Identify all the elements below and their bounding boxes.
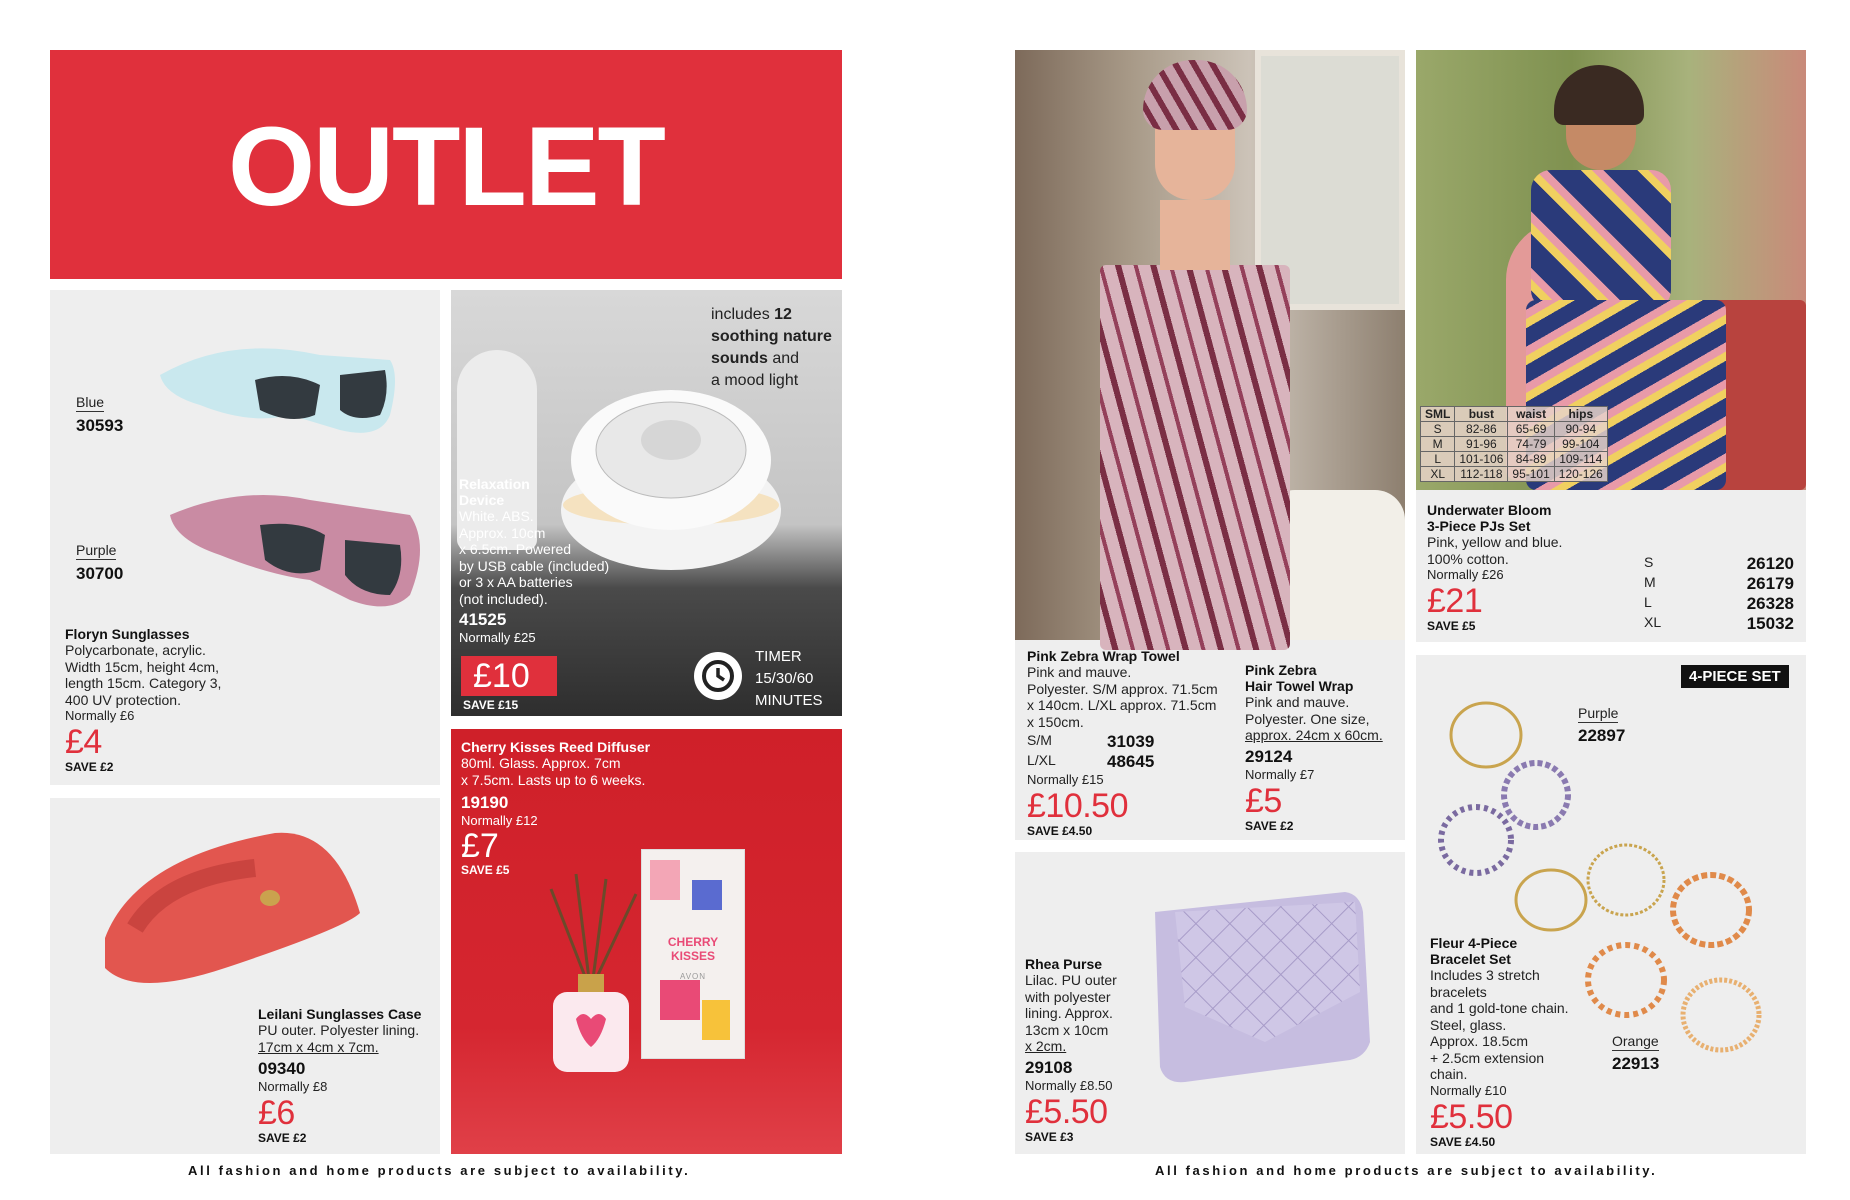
sale-price: £10.50	[1027, 787, 1128, 825]
purse-panel	[1015, 852, 1405, 1154]
saving-label: SAVE £5	[1427, 619, 1476, 633]
size-table-cell: 99-104	[1554, 437, 1607, 452]
desc-line: Lilac. PU outer	[1025, 972, 1117, 988]
desc-line: 400 UV protection.	[65, 691, 181, 708]
size-table-cell: 120-126	[1554, 467, 1607, 482]
size-label: L/XL	[1027, 752, 1056, 768]
desc-line: + 2.5cm extension	[1430, 1049, 1545, 1066]
size-table	[1420, 406, 1608, 482]
size-table-header: waist	[1508, 407, 1554, 422]
footer-disclaimer-left: All fashion and home products are subject to availability.	[188, 1163, 691, 1178]
sunglasses-case-panel	[50, 798, 440, 1154]
diffuser-panel	[451, 729, 842, 1154]
diffuser-box	[641, 849, 745, 1059]
product-name: Bracelet Set	[1430, 951, 1511, 967]
product-name: Rhea Purse	[1025, 956, 1103, 972]
desc-line: 80ml. Glass. Approx. 7cm	[461, 755, 621, 771]
desc-line: x 140cm. L/XL approx. 71.5cm	[1027, 697, 1217, 713]
size-table-cell: M	[1421, 437, 1455, 452]
desc-line: lining. Approx.	[1025, 1005, 1113, 1021]
desc-line: Pink and mauve.	[1245, 694, 1350, 710]
size-table-cell: 95-101	[1508, 467, 1554, 482]
wrap-towel	[1100, 265, 1290, 650]
desc-line: length 15cm. Category 3,	[65, 675, 222, 691]
swatch-purple-label: Purple	[1578, 705, 1619, 721]
sale-price: £5.50	[1430, 1097, 1513, 1136]
timer-line: MINUTES	[755, 692, 823, 709]
relaxation-panel	[451, 290, 842, 716]
product-name: Pink Zebra Wrap Towel	[1027, 648, 1180, 664]
sale-price: £5.50	[1025, 1092, 1108, 1131]
size-code: 26328	[1746, 594, 1794, 613]
size-table-cell: 84-89	[1508, 452, 1554, 467]
product-name: 3-Piece PJs Set	[1427, 518, 1531, 534]
size-table-header: hips	[1554, 407, 1607, 422]
size-label: S	[1644, 554, 1654, 570]
swatch-purple-code: 22897	[1578, 726, 1626, 745]
price-box	[461, 656, 557, 696]
size-label: XL	[1644, 614, 1662, 630]
sale-price: £10	[473, 657, 530, 695]
desc-line: x 150cm.	[1027, 713, 1084, 730]
callout-line: includes 12	[711, 306, 792, 323]
size-table-cell: S	[1421, 422, 1455, 437]
desc-line: 17cm x 4cm x 7cm.	[258, 1038, 379, 1055]
saving-label: SAVE £3	[1025, 1129, 1074, 1144]
swatch-orange-code: 22913	[1612, 1054, 1660, 1073]
desc-line: 13cm x 10cm	[1025, 1021, 1109, 1038]
size-code: 31039	[1107, 732, 1155, 751]
size-table-cell: 90-94	[1554, 422, 1607, 437]
product-name: Hair Towel Wrap	[1245, 678, 1354, 694]
towel-photo	[1015, 50, 1405, 640]
saving-label: SAVE £15	[463, 698, 519, 712]
normal-price: Normally £7	[1245, 766, 1315, 782]
product-name: Fleur 4-Piece	[1430, 935, 1518, 951]
desc-line: Width 15cm, height 4cm,	[65, 658, 220, 675]
desc-line: x 7.5cm. Lasts up to 6 weeks.	[461, 771, 646, 788]
desc-line: with polyester	[1025, 988, 1111, 1005]
product-name: Floryn Sunglasses	[65, 626, 190, 642]
desc-line: or 3 x AA batteries	[459, 574, 573, 590]
set-badge: 4-PIECE SET	[1681, 665, 1789, 688]
normal-price: Normally £12	[461, 813, 538, 828]
sale-price: £21	[1427, 582, 1483, 620]
box-label: CHERRY	[667, 935, 719, 949]
swatch-orange-label: Orange	[1612, 1033, 1659, 1049]
size-table-header: bust	[1455, 407, 1508, 422]
product-code: 41525	[459, 610, 507, 629]
desc-line: Pink and mauve.	[1027, 664, 1132, 680]
size-table-cell: 74-79	[1508, 437, 1554, 452]
sunglasses-panel	[50, 290, 440, 785]
saving-label: SAVE £5	[461, 863, 510, 877]
timer-line: 15/30/60	[755, 670, 814, 687]
desc-line: and 1 gold-tone chain.	[1430, 1000, 1569, 1016]
callout-line: sounds and	[711, 350, 800, 367]
product-name: Leilani Sunglasses Case	[258, 1006, 422, 1022]
sale-price: £6	[258, 1094, 295, 1132]
desc-line: Polyester. S/M approx. 71.5cm	[1027, 680, 1218, 697]
product-name: Cherry Kisses Reed Diffuser	[461, 739, 651, 755]
swatch-purple-label: Purple	[76, 542, 117, 558]
box-label: KISSES	[670, 949, 715, 963]
normal-price: Normally £8.50	[1025, 1077, 1113, 1093]
saving-label: SAVE £4.50	[1430, 1134, 1496, 1149]
desc-line: Polyester. One size,	[1245, 710, 1370, 727]
desc-line: chain.	[1430, 1066, 1468, 1082]
normal-price: Normally £26	[1427, 567, 1504, 582]
size-table-cell: 109-114	[1554, 452, 1607, 467]
size-table-cell: 112-118	[1455, 467, 1508, 482]
callout-line: soothing nature	[711, 328, 832, 345]
product-name: Pink Zebra	[1245, 662, 1317, 678]
diffuser-bottle-image	[531, 869, 651, 1079]
product-code: 09340	[258, 1059, 306, 1078]
size-table-cell: 91-96	[1455, 437, 1508, 452]
purse-image	[1145, 872, 1390, 1092]
saving-label: SAVE £2	[258, 1131, 307, 1145]
size-label: L	[1644, 594, 1652, 610]
product-name: Device	[459, 492, 505, 508]
normal-price: Normally £6	[65, 708, 135, 723]
hair-wrap	[1143, 60, 1247, 130]
saving-label: SAVE £2	[65, 760, 114, 774]
desc-line: Pink, yellow and blue.	[1427, 534, 1563, 550]
desc-line: bracelets	[1430, 983, 1487, 1000]
desc-line: Steel, glass.	[1430, 1016, 1507, 1033]
product-code: 29108	[1025, 1057, 1073, 1077]
size-code: 26120	[1746, 554, 1794, 573]
size-table-cell: 82-86	[1455, 422, 1508, 437]
callout-line: a mood light	[711, 372, 799, 389]
desc-line: PU outer. Polyester lining.	[258, 1022, 420, 1038]
size-code: 15032	[1746, 614, 1794, 633]
sale-price: £7	[461, 827, 499, 865]
sunglasses-case-image	[75, 818, 375, 1018]
sale-price: £4	[65, 723, 102, 761]
normal-price: Normally £15	[1027, 772, 1104, 787]
desc-line: White. ABS.	[459, 508, 534, 524]
bracelet-panel	[1416, 655, 1806, 1154]
timer-icon	[694, 652, 742, 700]
saving-label: SAVE £2	[1245, 818, 1294, 833]
desc-line: Polycarbonate, acrylic.	[65, 642, 206, 658]
swatch-purple-code: 30700	[76, 564, 124, 583]
desc-line: Approx. 10cm	[459, 524, 546, 541]
product-code: 19190	[461, 793, 509, 812]
normal-price: Normally £10	[1430, 1082, 1507, 1098]
desc-line: 100% cotton.	[1427, 550, 1509, 567]
size-code: 26179	[1746, 574, 1794, 593]
footer-disclaimer-right: All fashion and home products are subject to availability.	[1155, 1163, 1658, 1178]
size-label: M	[1644, 574, 1656, 590]
swatch-blue-code: 30593	[76, 416, 124, 435]
size-table-cell: 101-106	[1455, 452, 1508, 467]
product-name: Relaxation	[459, 476, 530, 492]
blue-sunglasses	[160, 348, 395, 433]
desc-line: approx. 24cm x 60cm.	[1245, 727, 1383, 743]
size-table-cell: XL	[1421, 467, 1455, 482]
desc-line: x 6.5cm. Powered	[459, 541, 572, 557]
pjs-size-codes	[1644, 554, 1794, 634]
outlet-banner	[50, 50, 842, 279]
normal-price: Normally £8	[258, 1079, 328, 1094]
size-table-header: SML	[1421, 407, 1455, 422]
box-brand: AVON	[679, 972, 707, 981]
desc-line: Approx. 18.5cm	[1430, 1033, 1529, 1049]
desc-line: Includes 3 stretch	[1430, 967, 1540, 983]
size-table-cell: 65-69	[1508, 422, 1554, 437]
saving-label: SAVE £4.50	[1027, 824, 1093, 838]
size-label: S/M	[1027, 732, 1052, 748]
purple-sunglasses	[170, 495, 420, 606]
product-name: Underwater Bloom	[1427, 502, 1552, 518]
normal-price: Normally £25	[459, 630, 536, 645]
pjs-panel	[1416, 50, 1806, 642]
sunglasses-image	[140, 315, 440, 645]
size-table-cell: L	[1421, 452, 1455, 467]
product-code: 29124	[1245, 746, 1293, 766]
desc-line: x 2cm.	[1025, 1038, 1067, 1054]
sale-price: £5	[1245, 781, 1282, 820]
towel-panel	[1015, 50, 1405, 840]
outlet-title: OUTLET	[228, 104, 664, 229]
swatch-blue-label: Blue	[76, 394, 105, 410]
desc-line: by USB cable (included)	[459, 557, 610, 574]
timer-line: TIMER	[755, 648, 802, 665]
desc-line: (not included).	[459, 590, 548, 607]
pjs-top	[1531, 170, 1671, 310]
size-code: 48645	[1107, 752, 1155, 771]
